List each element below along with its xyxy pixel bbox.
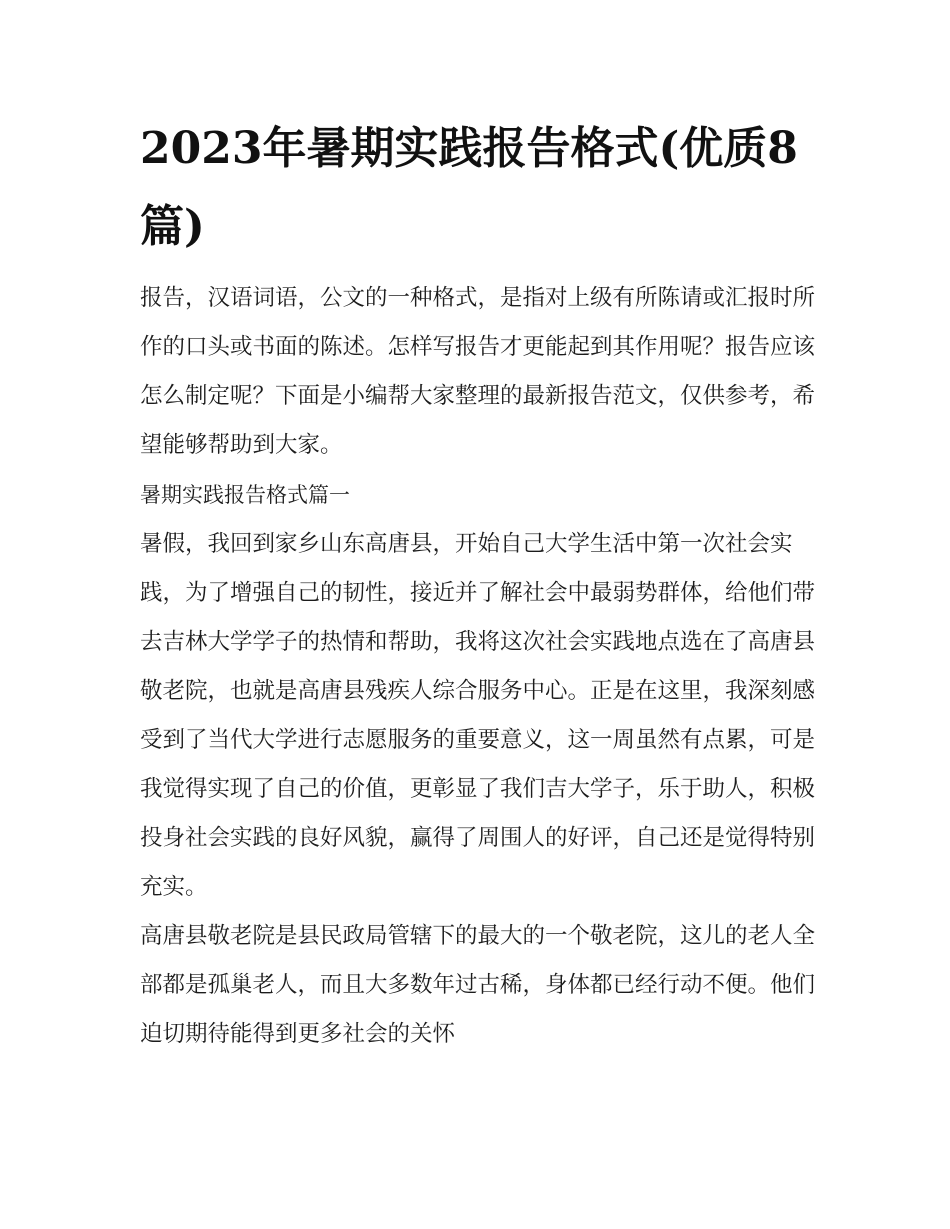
intro-paragraph: 报告，汉语词语，公文的一种格式，是指对上级有所陈请或汇报时所作的口头或书面的陈述。怎样写报告才更能起到其作用呢？报告应该怎么制定呢？下面是小编帮大家整理的最新报告范文，仅供参考，希望能够帮助到大家。 (140, 285, 816, 458)
section-heading: 暑期实践报告格式篇一 (140, 483, 350, 507)
body-paragraph-1: 暑假，我回到家乡山东高唐县，开始自己大学生活中第一次社会实践，为了增强自己的韧性，接近并了解社会中最弱势群体，给他们带去吉林大学学子的热情和帮助，我将这次社会实践地点选在了高唐县敬老院，也就是高唐县残疾人综合服务中心。正是在这里，我深刻感受到了当代大学进行志愿服务的重要意义，这一周虽然有点累，可是我觉得实现了自己的价值，更彰显了我们吉大学子，乐于助人，积极投身社会实践的良好风貌，赢得了周围人的好评，自己还是觉得特别充实。 (140, 531, 816, 900)
document-title: 2023年暑期实践报告格式(优质8篇) (140, 123, 798, 252)
document-content (140, 110, 816, 1059)
body-paragraph-2: 高唐县敬老院是县民政局管辖下的最大的一个敬老院，这儿的老人全部都是孤巢老人，而且大多数年过古稀，身体都已经行动不便。他们迫切期待能得到更多社会的关怀 (140, 923, 816, 1047)
